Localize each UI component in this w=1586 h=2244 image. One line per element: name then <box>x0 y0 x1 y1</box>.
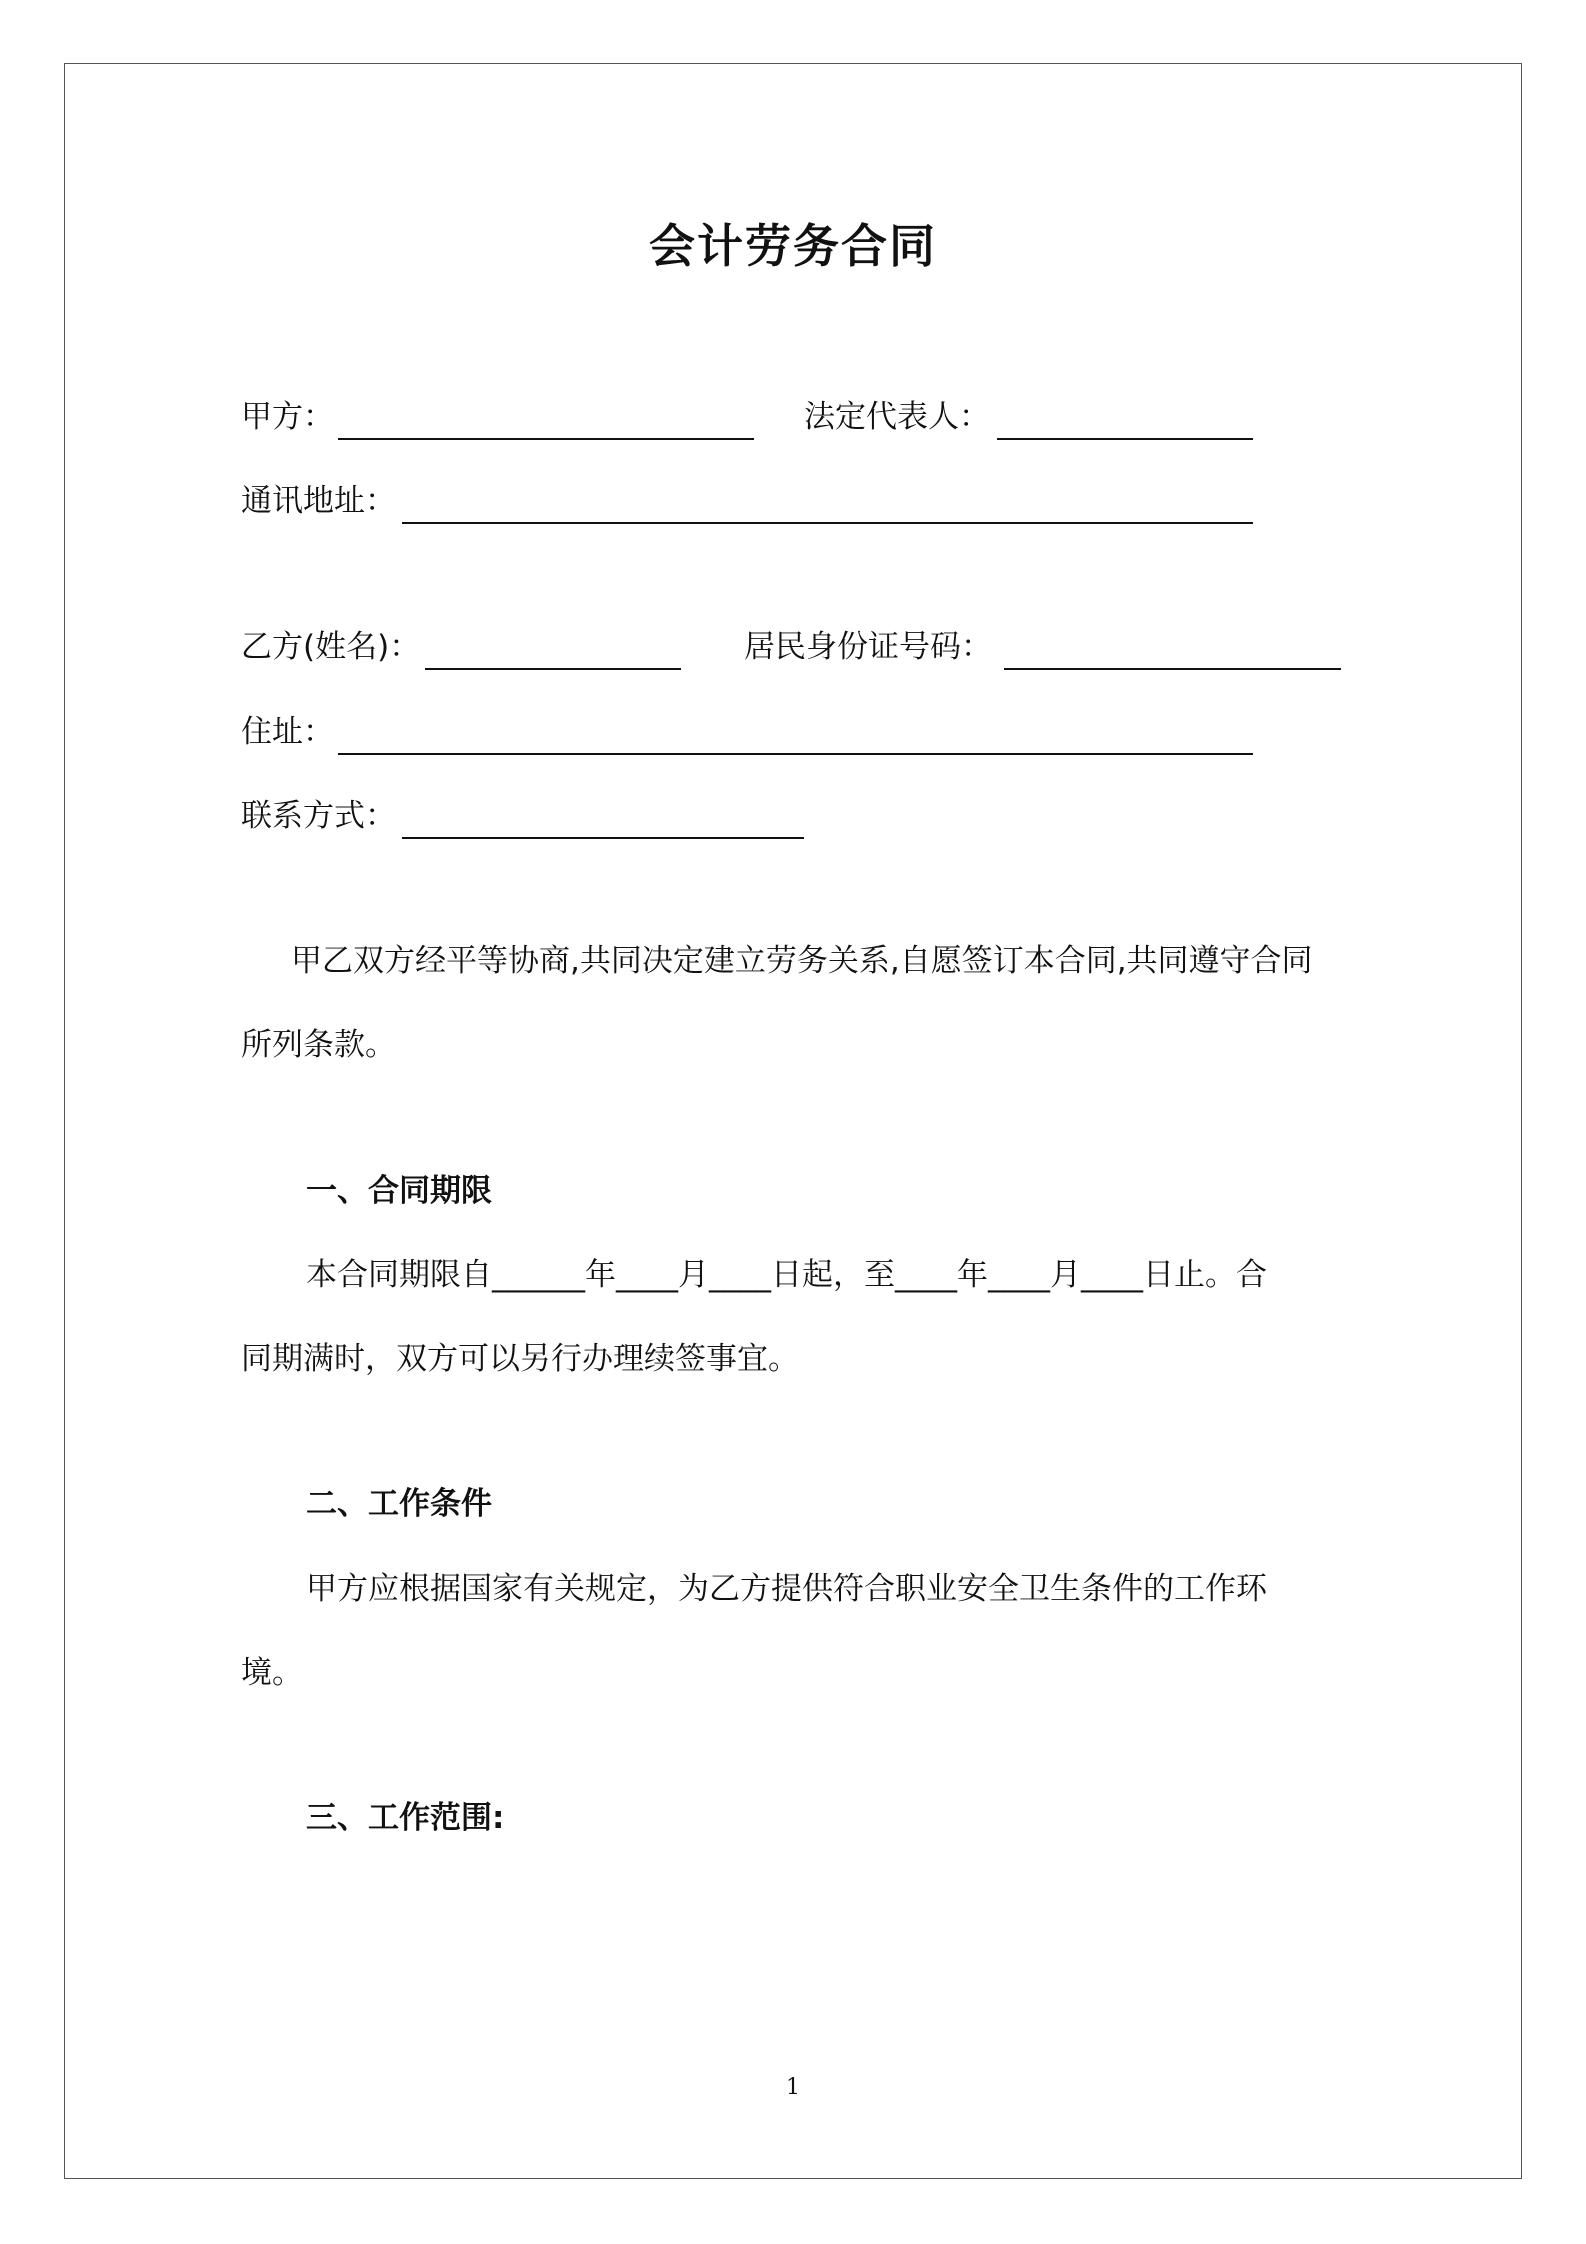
page-border <box>64 63 1522 2179</box>
party-a-blank[interactable] <box>338 438 754 440</box>
section-heading-scope: 三、工作范围: <box>306 1800 505 1836</box>
contact-label: 联系方式： <box>241 798 396 834</box>
section-heading-conditions: 二、工作条件 <box>306 1486 492 1522</box>
party-a-label: 甲方： <box>241 399 334 435</box>
id-number-blank[interactable] <box>1004 668 1341 670</box>
section-term-line-2: 同期满时，双方可以另行办理续签事宜。 <box>241 1341 799 1377</box>
id-number-label: 居民身份证号码： <box>744 629 992 665</box>
contact-blank[interactable] <box>402 837 804 839</box>
legal-rep-blank[interactable] <box>997 438 1253 440</box>
section-conditions-line-2: 境。 <box>241 1655 303 1691</box>
intro-line-1: 甲乙双方经平等协商,共同决定建立劳务关系,自愿签订本合同,共同遵守合同 <box>291 943 1313 979</box>
party-b-name-blank[interactable] <box>425 668 681 670</box>
intro-line-2: 所列条款。 <box>241 1027 396 1063</box>
legal-rep-label: 法定代表人： <box>804 399 990 435</box>
document-title: 会计劳务合同 <box>649 219 937 273</box>
party-b-address-blank[interactable] <box>338 753 1253 755</box>
party-a-address-label: 通讯地址： <box>241 483 396 519</box>
section-term-line-1: 本合同期限自______年____月____日起，至____年____月____日止。合 <box>306 1257 1267 1293</box>
section-heading-term: 一、合同期限 <box>306 1173 492 1209</box>
party-b-name-label: 乙方(姓名)： <box>241 629 421 665</box>
page-number: 1 <box>786 2075 800 2100</box>
party-a-address-blank[interactable] <box>402 522 1253 524</box>
section-conditions-line-1: 甲方应根据国家有关规定，为乙方提供符合职业安全卫生条件的工作环 <box>306 1571 1267 1607</box>
party-b-address-label: 住址： <box>241 714 334 750</box>
